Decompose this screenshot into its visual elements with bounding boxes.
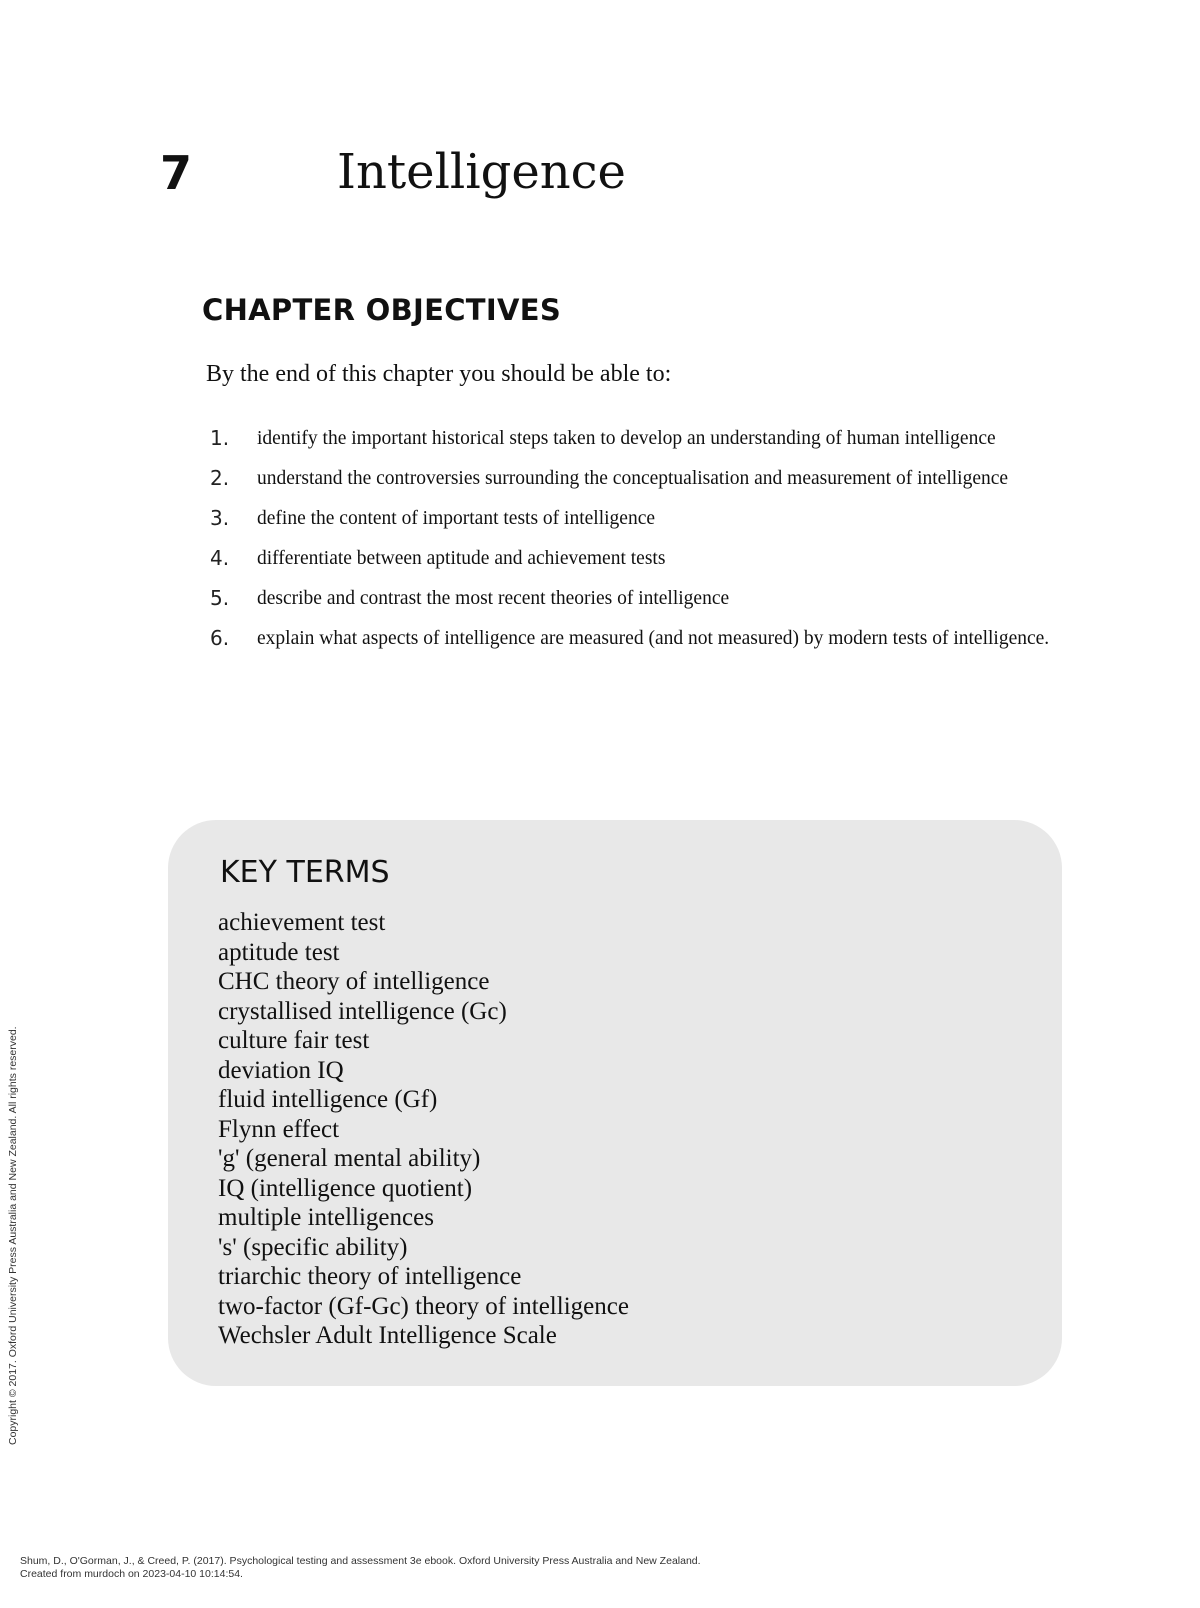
objective-item [210,466,1052,491]
objective-text: explain what aspects of intelligence are measured (and not measured) by modern tests of intelligence. [257,628,1050,649]
key-term: culture fair test [218,1027,370,1054]
citation-footer [20,1555,701,1581]
key-terms-box [168,820,1062,1386]
key-term: aptitude test [218,938,340,966]
objective-item [210,426,1052,451]
objectives-heading: CHAPTER OBJECTIVES [202,293,562,327]
objectives-list [210,426,1052,666]
key-term: fluid intelligence (Gf) [218,1086,438,1113]
objective-number: 4. [210,546,230,570]
key-term: two-factor (Gf-Gc) theory of intelligence [218,1292,629,1320]
key-term: triarchic theory of intelligence [218,1263,522,1290]
objective-number: 3. [210,506,230,530]
key-term: deviation IQ [218,1056,344,1084]
key-term: Flynn effect [218,1115,340,1143]
created-line: Created from murdoch on 2023-04-10 10:14:54. [20,1568,243,1580]
objective-text: understand the controversies surrounding the conceptualisation and measurement of intelligence [257,468,1009,489]
objective-number: 1. [210,426,230,450]
objective-number: 2. [210,466,230,490]
objective-item [210,626,1052,651]
key-term: multiple intelligences [218,1204,434,1231]
key-term: IQ (intelligence quotient) [218,1174,473,1202]
key-term: CHC theory of intelligence [218,968,490,995]
objective-item [210,546,1052,571]
objective-number: 6. [210,626,230,650]
objective-text: describe and contrast the most recent theories of intelligence [257,588,730,609]
objective-text: differentiate between aptitude and achievement tests [257,548,666,569]
objective-number: 5. [210,586,230,610]
key-terms-list [218,908,629,1351]
chapter-title: Intelligence [337,144,626,200]
key-term: 's' (specific ability) [218,1233,408,1261]
key-term: achievement test [218,909,386,936]
objectives-intro: By the end of this chapter you should be able to: [206,361,672,387]
key-term: 'g' (general mental ability) [218,1145,481,1172]
citation-line: Shum, D., O'Gorman, J., & Creed, P. (2017). Psychological testing and assessment 3e ebook. Oxford University Press Australia and New Zealand. [20,1555,701,1567]
objective-text: identify the important historical steps taken to develop an understanding of human intelligence [257,428,996,449]
key-terms-heading: KEY TERMS [220,855,390,890]
key-term: Wechsler Adult Intelligence Scale [218,1322,557,1349]
objective-text: define the content of important tests of intelligence [257,508,655,529]
objective-item [210,506,1052,531]
side-copyright-notice: Copyright © 2017. Oxford University Press Australia and New Zealand. All rights reserved. [7,1026,19,1445]
objective-item [210,586,1052,611]
key-term: crystallised intelligence (Gc) [218,997,507,1025]
chapter-number: 7 [160,146,193,200]
